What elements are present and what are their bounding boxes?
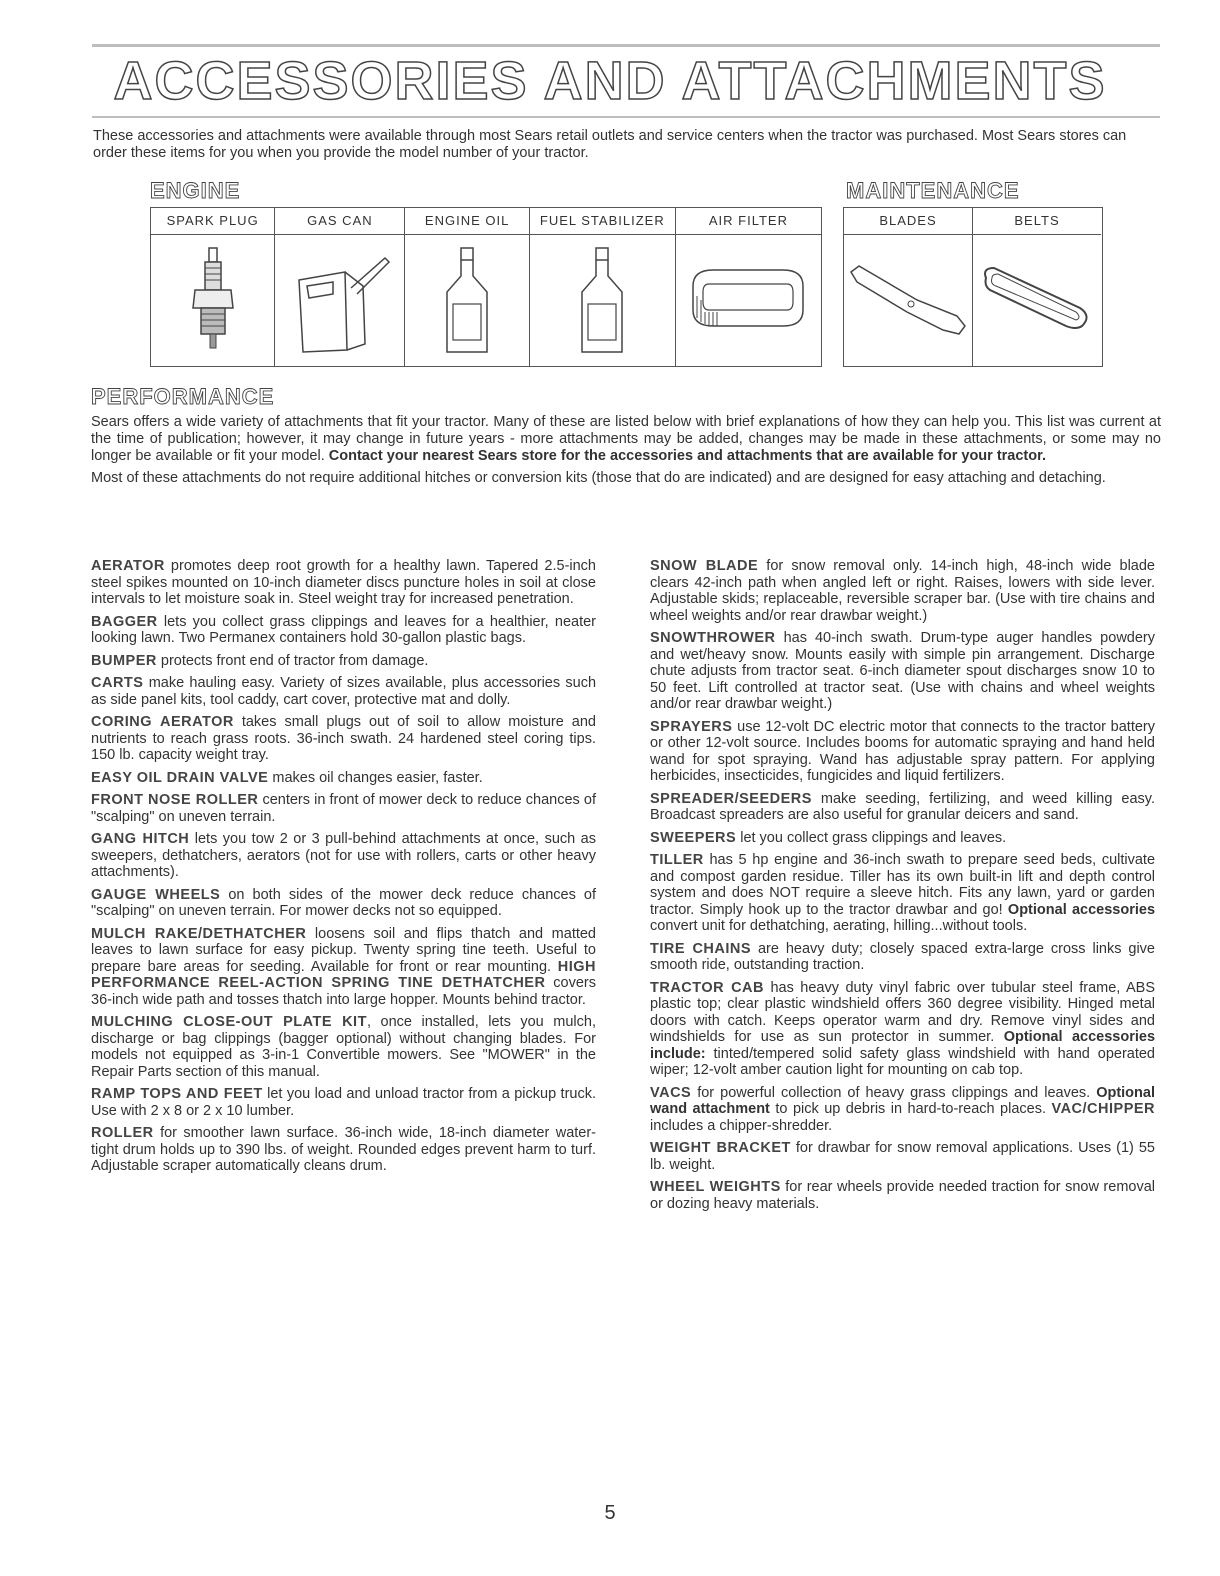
entry-gang-hitch <box>91 831 596 881</box>
entry-term: MULCHING CLOSE-OUT PLATE KIT <box>91 1014 367 1030</box>
entry-sprayers <box>650 719 1155 785</box>
entry-term: ROLLER <box>91 1125 154 1141</box>
entry-text: makes oil changes easier, faster. <box>272 769 483 786</box>
entry-spreader-seeders <box>650 791 1155 824</box>
engine-heading: ENGINE <box>150 178 241 203</box>
maintenance-cell-blades <box>844 208 973 366</box>
page-number: 5 <box>604 1502 616 1524</box>
entry-text: let you load and unload tractor from a pickup truck. Use with 2 x 8 or 2 x 10 lumber. <box>91 1086 596 1119</box>
entry-mulching-kit <box>91 1014 596 1080</box>
entry-text: for smoother lawn surface. 36-inch wide, 18-inch diameter water-tight drum holds up to 390 lbs. of weight. Rounded edges prevent harm to turf. Adjustable scraper automatically cleans drum. <box>91 1125 597 1174</box>
engine-cell-spark-plug <box>151 208 275 366</box>
entry-tiller <box>650 852 1155 935</box>
entry-text: let you collect grass clippings and leaves. <box>740 829 1007 846</box>
entry-text: for drawbar for snow removal applications. Uses (1) 55 lb. weight. <box>650 1140 1155 1173</box>
top-rule <box>92 44 1160 47</box>
entry-mulch-rake <box>91 926 596 1009</box>
entry-text: for rear wheels provide needed traction for snow removal or dozing heavy materials. <box>650 1179 1155 1212</box>
entry-term: SWEEPERS <box>650 829 737 846</box>
entry-term: BUMPER <box>91 652 157 669</box>
entry-snowthrower <box>650 630 1155 713</box>
entry-text: has heavy duty vinyl fabric over tubular steel frame, ABS plastic top; clear plastic windshield offers 360 degree visibility. Hinged metal doors with catch. Keeps operator warm and dry. Remove vinyl sides and windshields for use as sun protector in summer. <box>650 979 1156 1045</box>
entry-text: are heavy duty; closely spaced extra-large cross links give smooth ride, outstanding traction. <box>650 940 1155 973</box>
entry-easy-oil-drain-valve <box>91 770 596 787</box>
entry-term: GAUGE WHEELS <box>91 886 221 903</box>
engine-cell-air-filter <box>676 208 821 366</box>
entry-text: use 12-volt DC electric motor that connects to the tractor battery or other 12-volt source. Includes booms for automatic spraying and hand held wand for spot spraying. Wand has adjustable spray pattern. For applying herbicides, insecticides, fungicides and liquid fertilizers. <box>650 718 1156 784</box>
oil-bottle-icon <box>437 246 497 356</box>
entry-term: MULCH RAKE/DETHATCHER <box>91 925 307 942</box>
entry-carts <box>91 675 596 708</box>
engine-cell-fuel-stabilizer <box>530 208 676 366</box>
entry-text: , once installed, lets you mulch, discharge or bag clippings (bagger optional) without changing blades. For models not equipped as 3-in-1 Convertible mowers. See "MOWER" in the Repair Parts section of this manual. <box>91 1014 596 1080</box>
entry-snow-blade <box>650 558 1155 624</box>
entry-term: AERATOR <box>91 558 165 574</box>
title-underline <box>92 116 1160 118</box>
entry-text: protects front end of tractor from damage. <box>160 652 429 669</box>
entry-tire-chains <box>650 941 1155 974</box>
entry-front-nose-roller <box>91 792 596 825</box>
entry-bumper <box>91 653 596 670</box>
entry-text: lets you collect grass clippings and leaves for a healthier, neater looking lawn. Two Permanex containers hold 30-gallon plastic bags. <box>91 613 596 646</box>
performance-heading: PERFORMANCE <box>91 384 275 409</box>
entry-text: for snow removal only. 14-inch high, 48-inch wide blade clears 42-inch path when angled left or right. Raises, lowers with side lever. Adjustable skids; replaceable, reversible scraper bar. (Use with tire chains and wheel weights and/or rear drawbar weight.) <box>650 558 1155 624</box>
entry-term: WHEEL WEIGHTS <box>650 1179 781 1195</box>
cell-label: BLADES <box>844 208 972 235</box>
entry-term: SNOWTHROWER <box>650 630 776 646</box>
entry-text: make hauling easy. Variety of sizes available, plus accessories such as side panel kits, tool caddy, cart cover, protective mat and dolly. <box>91 675 597 708</box>
entry-term: SPREADER/SEEDERS <box>650 790 812 807</box>
maintenance-heading: MAINTENANCE <box>846 178 1020 203</box>
entry-vacs <box>650 1085 1155 1135</box>
performance-text <box>91 414 1161 492</box>
entry-text: for powerful collection of heavy grass clippings and leaves. <box>697 1084 1091 1101</box>
entry-ramp-tops <box>91 1086 596 1119</box>
entry-text: loosens soil and flips thatch and matted leaves to lawn surface for easy pickup. Twenty spring tine teeth. Useful to prepare bare areas for seeding. Available for front or rear mounting. <box>91 925 596 975</box>
entry-weight-bracket <box>650 1140 1155 1173</box>
entry-tractor-cab <box>650 980 1155 1079</box>
maintenance-cell-belts <box>973 208 1101 366</box>
entry-text: lets you tow 2 or 3 pull-behind attachments at once, such as sweepers, dethatchers, aerators (not for use with rollers, carts or other heavy attachments). <box>91 831 596 880</box>
engine-table <box>150 207 822 367</box>
entry-term: EASY OIL DRAIN VALVE <box>91 769 269 786</box>
entry-text-tertiary: includes a chipper-shredder. <box>650 1117 833 1134</box>
fuel-stabilizer-bottle-icon <box>572 246 632 356</box>
maintenance-table <box>843 207 1103 367</box>
entry-text: promotes deep root growth for a healthy lawn. Tapered 2.5-inch steel spikes mounted on 10-inch diameter discs puncture holes in soil at close intervals to let moisture soak in. Steel weight tray for increased penetration. <box>91 558 596 607</box>
cell-label: ENGINE OIL <box>405 208 528 235</box>
entry-term: VACS <box>650 1084 692 1101</box>
entry-bold: Optional wand attachment <box>650 1084 1155 1117</box>
mower-blade-icon <box>847 256 969 346</box>
entry-bagger <box>91 614 596 647</box>
page-title: ACCESSORIES AND ATTACHMENTS <box>113 51 1107 111</box>
cell-label: FUEL STABILIZER <box>530 208 675 235</box>
performance-p1: Sears offers a wide variety of attachments that fit your tractor. Many of these are listed below with brief explanations of how they can help you. This list was current at the time of publication; however, it may change in future years - more attachments may be added, changes may be made in these attachments, or some may no longer be available or fit your model. <box>91 414 1161 464</box>
entry-term: GANG HITCH <box>91 831 190 847</box>
gas-can-icon <box>285 246 395 356</box>
belt-icon <box>976 256 1098 346</box>
entry-text: centers in front of mower deck to reduce chances of "scalping" on uneven terrain. <box>91 792 596 825</box>
entry-term: TILLER <box>650 852 704 868</box>
cell-label: GAS CAN <box>275 208 404 235</box>
entry-sweepers <box>650 830 1155 847</box>
performance-p1-bold: Contact your nearest Sears store for the accessories and attachments that are available for your tractor. <box>328 448 1046 464</box>
entry-term: CORING AERATOR <box>91 714 234 730</box>
cell-label: BELTS <box>973 208 1101 235</box>
air-filter-icon <box>683 256 813 346</box>
entry-gauge-wheels <box>91 887 596 920</box>
entry-coring-aerator <box>91 714 596 764</box>
entry-text: on both sides of the mower deck reduce chances of "scalping" on uneven terrain. For mower decks not so equipped. <box>91 886 597 919</box>
entry-term: WEIGHT BRACKET <box>650 1140 791 1156</box>
entry-wheel-weights <box>650 1179 1155 1212</box>
entry-term-secondary: HIGH PERFORMANCE REEL-ACTION SPRING TINE DETHATCHER <box>91 958 597 991</box>
entry-term: TIRE CHAINS <box>650 940 752 957</box>
intro-text: These accessories and attachments were available through most Sears retail outlets and service centers when the tractor was purchased. Most Sears stores can order these items for you when you provide the model number of your tractor. <box>93 128 1127 161</box>
entry-roller <box>91 1125 596 1175</box>
entry-bold: Optional accessories include: <box>650 1029 1156 1062</box>
entry-term: BAGGER <box>91 613 158 630</box>
entry-term: TRACTOR CAB <box>650 979 764 996</box>
entry-term: SNOW BLADE <box>650 558 759 574</box>
entry-term: RAMP TOPS AND FEET <box>91 1086 263 1102</box>
spark-plug-icon <box>183 246 243 356</box>
cell-label: AIR FILTER <box>676 208 821 235</box>
entry-text: make seeding, fertilizing, and weed killing easy. Broadcast spreaders are also useful for granular deicers and sand. <box>650 790 1155 823</box>
entry-text: has 5 hp engine and 36-inch swath to prepare seed beds, cultivate and compost garden residue. Tiller has its own built-in lift and depth control system and does NOT require a sleeve hitch. Fits any lawn, yard or garden tractor. Simply hook up to the tractor drawbar and go! <box>650 852 1156 918</box>
performance-paragraph: Most of these attachments do not require additional hitches or conversion kits (those that do are indicated) and are designed for easy attaching and detaching. <box>91 470 1106 486</box>
entry-text: has 40-inch swath. Drum-type auger handles powdery and wet/heavy snow. Mounts easily with simple pin arrangement. Discharge chute adjusts from tractor seat. 6-inch diameter spout discharges snow 10 to 50 feet. Lift controlled at tractor seat. (Use with chains and wheel weights and/or rear drawbar weight.) <box>650 630 1155 712</box>
right-column <box>650 558 1155 1218</box>
entry-text-secondary: covers 36-inch wide path and tosses thatch into large hopper. Mounts behind tractor. <box>91 975 596 1008</box>
entry-text: takes small plugs out of soil to allow moisture and nutrients to reach grass roots. 36-inch swath. 24 hardened steel coring tips. 150 lb. capacity weight tray. <box>91 714 596 763</box>
entry-text-secondary: tinted/tempered solid safety glass windshield with hand operated wiper; 12-volt amber caution light for mounting on cab top. <box>650 1045 1156 1078</box>
engine-cell-engine-oil <box>405 208 529 366</box>
performance-paragraph <box>91 414 1161 465</box>
engine-cell-gas-can <box>275 208 405 366</box>
entry-bold: Optional accessories <box>1007 901 1156 918</box>
cell-label: SPARK PLUG <box>151 208 274 235</box>
left-column <box>91 558 596 1181</box>
entry-term: SPRAYERS <box>650 718 733 735</box>
entry-term: CARTS <box>91 675 144 691</box>
entry-term-secondary: VAC/CHIPPER <box>1051 1101 1156 1117</box>
entry-text-secondary: convert unit for dethatching, aerating, hilling...without tools. <box>650 918 1028 934</box>
entry-aerator <box>91 558 596 608</box>
entry-text-secondary: to pick up debris in hard-to-reach places. <box>775 1101 1046 1117</box>
entry-term: FRONT NOSE ROLLER <box>91 792 259 808</box>
